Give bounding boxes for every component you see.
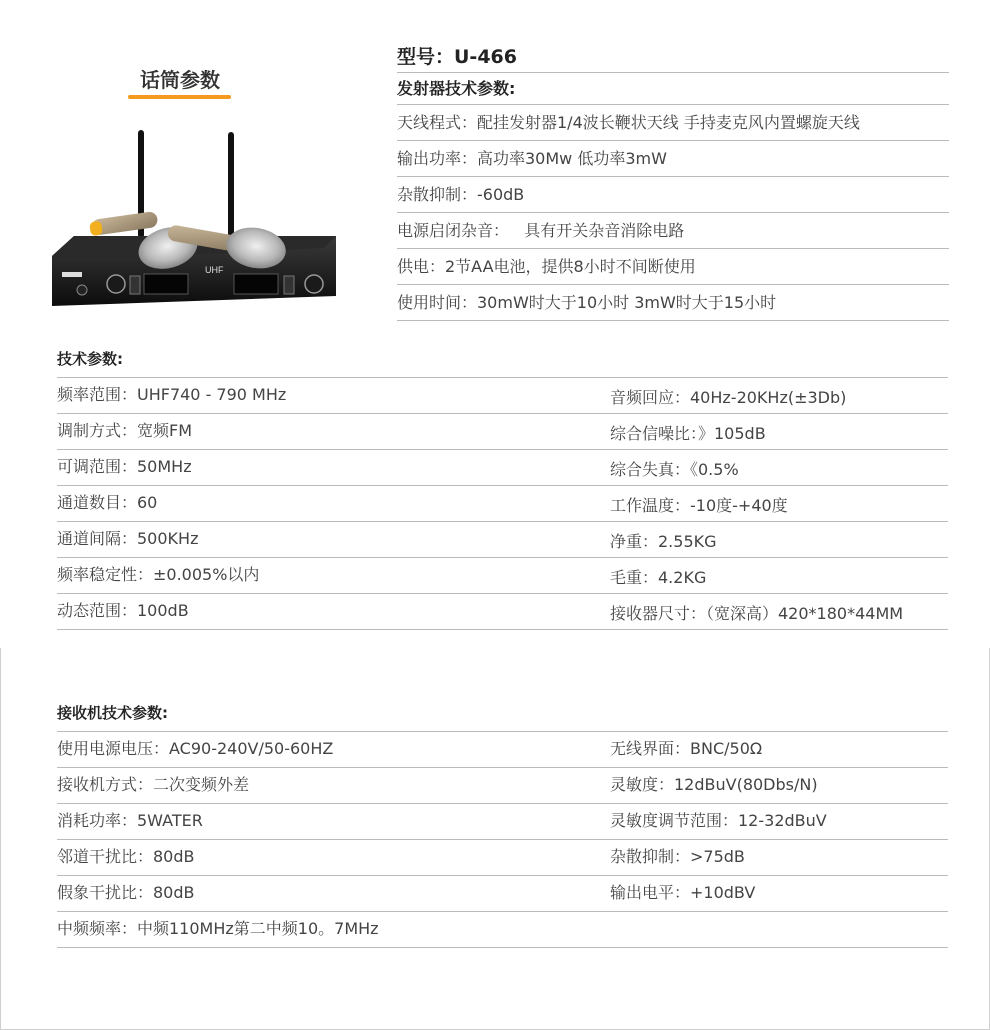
transmitter-row: 输出功率：高功率30Mw 低功率3mW bbox=[397, 141, 949, 177]
transmitter-title: 发射器技术参数: bbox=[397, 72, 949, 105]
table-row bbox=[57, 450, 948, 486]
frame-border-left bbox=[0, 648, 1, 1030]
spec-right: 综合失真：《0.5% bbox=[610, 460, 739, 479]
spec-right: 工作温度：-10度-+40度 bbox=[610, 496, 788, 515]
spec-left: 假象干扰比：80dB bbox=[57, 883, 195, 902]
mic-params-title-underline bbox=[128, 95, 231, 99]
table-row bbox=[57, 912, 948, 948]
spec-left: 接收机方式：二次变频外差 bbox=[57, 775, 250, 794]
spec-left: 频率稳定性：±0.005%以内 bbox=[57, 565, 260, 584]
spec-left: 消耗功率：5WATER bbox=[57, 811, 203, 830]
table-row bbox=[57, 414, 948, 450]
spec-right: 毛重：4.2KG bbox=[610, 568, 707, 587]
spec-left: 调制方式：宽频FM bbox=[57, 421, 193, 440]
spec-right: 接收器尺寸：（宽深高）420*180*44MM bbox=[610, 604, 904, 623]
table-row bbox=[57, 876, 948, 912]
spec-left: 动态范围：100dB bbox=[57, 601, 189, 620]
spec-right: 净重：2.55KG bbox=[610, 532, 717, 551]
spec-left: 通道间隔：500KHz bbox=[57, 529, 199, 548]
spec-right: 灵敏度：12dBuV(80Dbs/N) bbox=[610, 775, 818, 794]
model-spec-block bbox=[397, 42, 949, 321]
table-row bbox=[57, 378, 948, 414]
receiver-spec-section bbox=[57, 700, 948, 948]
table-row bbox=[57, 804, 948, 840]
transmitter-row: 电源启闭杂音： 具有开关杂音消除电路 bbox=[397, 213, 949, 249]
table-row bbox=[57, 594, 948, 630]
transmitter-row: 天线程式：配挂发射器1/4波长鞭状天线 手持麦克风内置螺旋天线 bbox=[397, 105, 949, 141]
table-row bbox=[57, 768, 948, 804]
receiver-spec-title: 接收机技术参数: bbox=[57, 700, 948, 732]
transmitter-row: 使用时间：30mW时大于10小时 3mW时大于15小时 bbox=[397, 285, 949, 321]
tech-spec-section bbox=[57, 346, 948, 630]
spec-right: 音频回应：40Hz-20KHz(±3Db) bbox=[610, 388, 847, 407]
table-row bbox=[57, 840, 948, 876]
spec-right: 综合信噪比：》105dB bbox=[610, 424, 766, 443]
receiver-logo: UHF bbox=[205, 265, 224, 275]
mic-params-title: 话筒参数 bbox=[140, 68, 220, 92]
spec-right: 无线界面：BNC/50Ω bbox=[610, 739, 763, 758]
spec-left: 使用电源电压：AC90-240V/50-60HZ bbox=[57, 739, 334, 758]
transmitter-row: 供电：2节AA电池，提供8小时不间断使用 bbox=[397, 249, 949, 285]
spec-left: 中频频率：中频110MHz第二中频10。7MHz bbox=[57, 919, 379, 938]
transmitter-row: 杂散抑制：-60dB bbox=[397, 177, 949, 213]
spec-right: 灵敏度调节范围：12-32dBuV bbox=[610, 811, 827, 830]
spec-right: 杂散抑制：>75dB bbox=[610, 847, 745, 866]
table-row bbox=[57, 558, 948, 594]
product-image bbox=[44, 128, 344, 318]
tech-spec-title: 技术参数: bbox=[57, 346, 948, 378]
model-title: 型号：U-466 bbox=[397, 46, 517, 68]
table-row bbox=[57, 732, 948, 768]
table-row bbox=[57, 486, 948, 522]
spec-left: 通道数目：60 bbox=[57, 493, 158, 512]
table-row bbox=[57, 522, 948, 558]
spec-left: 频率范围：UHF740 - 790 MHz bbox=[57, 385, 287, 404]
spec-left: 邻道干扰比：80dB bbox=[57, 847, 195, 866]
antenna-right bbox=[228, 132, 234, 238]
spec-left: 可调范围：50MHz bbox=[57, 457, 192, 476]
spec-right: 输出电平：+10dBV bbox=[610, 883, 756, 902]
spec-right bbox=[610, 912, 948, 947]
